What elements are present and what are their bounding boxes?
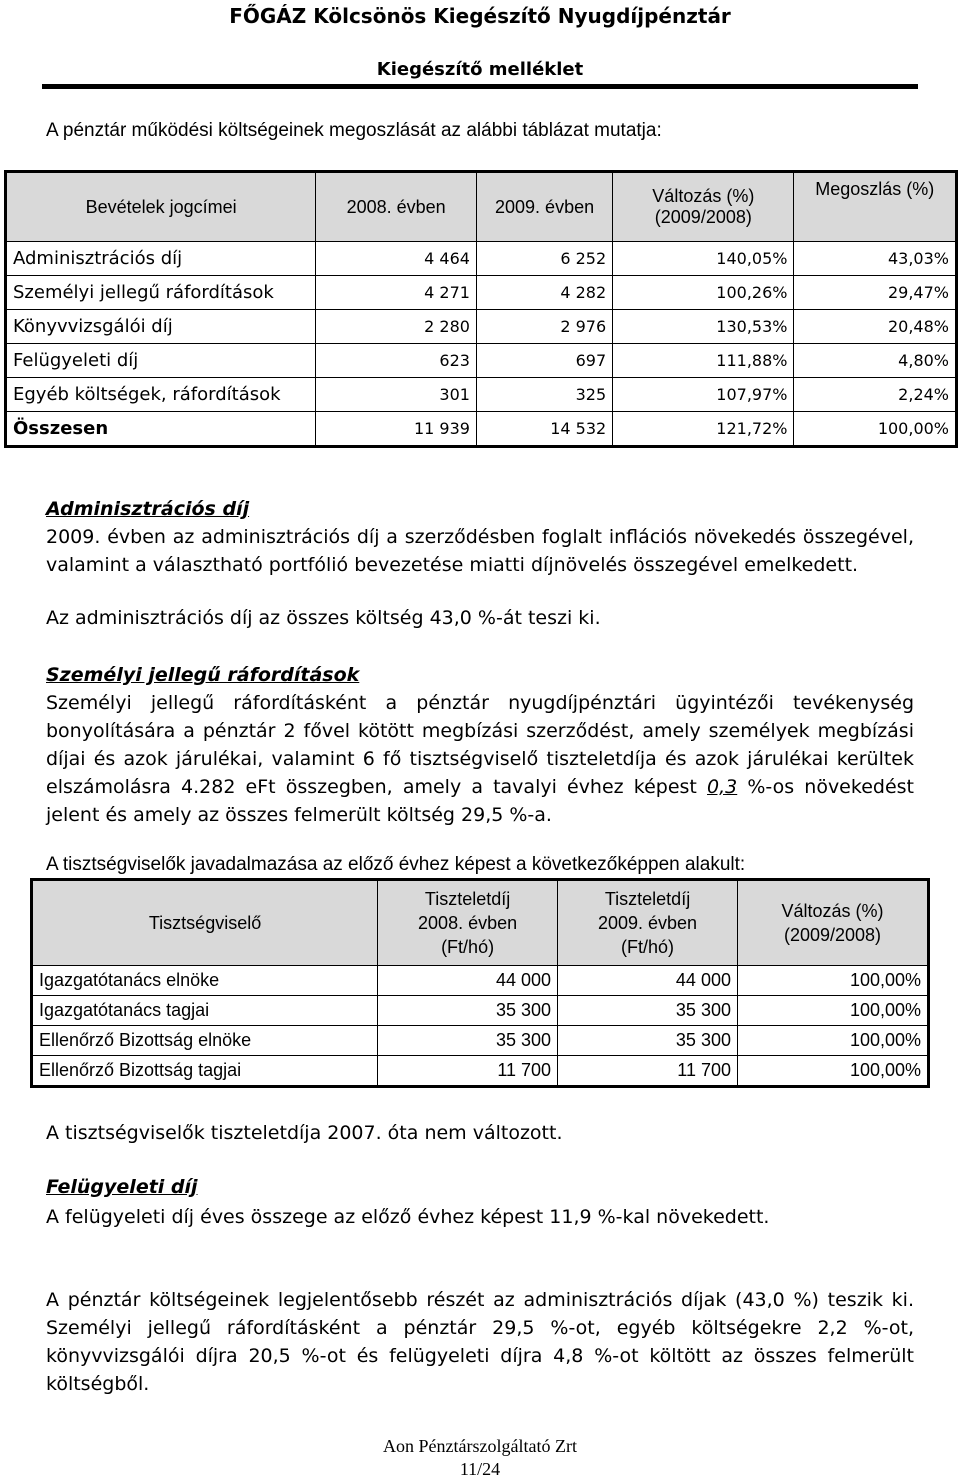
value-2008: 4 464 [316, 242, 477, 276]
footer-page-number: 11/24 [459, 1459, 501, 1479]
officers-intro: A tisztségviselők javadalmazása az előző évhez képest a következőképpen alakult: [46, 854, 746, 875]
value-distribution: 4,80% [794, 344, 956, 378]
header-rule [42, 84, 918, 89]
value-2009: 4 282 [476, 276, 612, 310]
header-fee-2009 [558, 881, 738, 966]
value-change: 121,72% [613, 412, 794, 446]
personal-growth-value: 0,3 [707, 776, 738, 798]
admin-share-text: Az adminisztrációs díj az összes költség 43,0 %-át teszi ki. [46, 607, 601, 629]
header-change [613, 173, 794, 242]
fee-change: 100,00% [737, 1056, 927, 1086]
header-fee-2009-line3: (Ft/hó) [621, 937, 675, 957]
table-row [7, 378, 956, 412]
header-2009: 2009. évben [476, 173, 612, 242]
value-distribution: 2,24% [794, 378, 956, 412]
fee-2009: 11 700 [558, 1056, 738, 1086]
header-fee-2009-line1: Tiszteletdíj [604, 889, 691, 909]
footer-company: Aon Pénztárszolgáltató Zrt [383, 1436, 577, 1456]
value-2009: 697 [476, 344, 612, 378]
intro-text: A pénztár működési költségeinek megoszlását az alábbi táblázat mutatja: [46, 120, 662, 141]
fee-2009: 35 300 [558, 996, 738, 1026]
header-fee-change-line2: (2009/2008) [783, 925, 882, 945]
table-row [33, 966, 928, 996]
officer-name: Ellenőrző Bizottság tagjai [33, 1056, 378, 1086]
officers-note: A tisztségviselők tiszteletdíja 2007. óta nem változott. [46, 1122, 563, 1144]
officers-table [32, 880, 928, 1086]
table-row [7, 310, 956, 344]
row-label: Könyvvizsgálói díj [7, 310, 316, 344]
section-heading-admin: Adminisztrációs díj [46, 498, 250, 520]
fee-2008: 35 300 [378, 1026, 558, 1056]
admin-paragraph: 2009. évben az adminisztrációs díj a szerződésben foglalt inflációs növekedés összegével, valamint a választható portfólió bevezetése miatti díjnövelés összegével emelkedett. [46, 526, 914, 576]
value-2008: 2 280 [316, 310, 477, 344]
header-fee-2009-line2: 2009. évben [597, 913, 698, 933]
value-2009: 6 252 [476, 242, 612, 276]
header-change-line1: Változás (%) [652, 186, 755, 206]
supervision-text: A felügyeleti díj éves összege az előző évhez képest 11,9 %-kal növekedett. [46, 1206, 770, 1228]
officer-name: Ellenőrző Bizottság elnöke [33, 1026, 378, 1056]
personal-text-b: %-os növekedést jelent és amely az összes felmerült költség 29,5 %-a. [46, 776, 914, 826]
fee-2009: 44 000 [558, 966, 738, 996]
value-change: 111,88% [613, 344, 794, 378]
fee-change: 100,00% [737, 1026, 927, 1056]
header-fee-2008-line1: Tiszteletdíj [424, 889, 511, 909]
table-row [7, 276, 956, 310]
table-row [33, 1026, 928, 1056]
document-subtitle: Kiegészítő melléklet [376, 59, 584, 80]
header-fee-change-line1: Változás (%) [781, 901, 884, 921]
header-fee-2008-line3: (Ft/hó) [441, 937, 495, 957]
value-2008: 11 939 [316, 412, 477, 446]
value-distribution: 29,47% [794, 276, 956, 310]
fee-change: 100,00% [737, 996, 927, 1026]
table-row [7, 242, 956, 276]
row-label: Felügyeleti díj [7, 344, 316, 378]
value-distribution: 100,00% [794, 412, 956, 446]
row-label: Egyéb költségek, ráfordítások [7, 378, 316, 412]
section-heading-personal: Személyi jellegű ráfordítások [46, 664, 360, 686]
table-row-total [7, 412, 956, 446]
value-distribution: 20,48% [794, 310, 956, 344]
fee-2008: 44 000 [378, 966, 558, 996]
table-row [33, 996, 928, 1026]
value-distribution: 43,03% [794, 242, 956, 276]
fee-2008: 35 300 [378, 996, 558, 1026]
row-label: Összesen [7, 412, 316, 446]
fee-2008: 11 700 [378, 1056, 558, 1086]
officer-name: Igazgatótanács tagjai [33, 996, 378, 1026]
value-change: 140,05% [613, 242, 794, 276]
cost-table-header [7, 173, 956, 242]
officer-name: Igazgatótanács elnöke [33, 966, 378, 996]
row-label: Adminisztrációs díj [7, 242, 316, 276]
header-distribution: Megoszlás (%) [794, 173, 956, 242]
table-row [7, 344, 956, 378]
value-2009: 2 976 [476, 310, 612, 344]
section-heading-supervision: Felügyeleti díj [46, 1176, 198, 1198]
header-2008: 2008. évben [316, 173, 477, 242]
personal-paragraph [46, 689, 914, 829]
header-fee-2008 [378, 881, 558, 966]
fee-change: 100,00% [737, 966, 927, 996]
header-fee-2008-line2: 2008. évben [418, 913, 518, 933]
cost-table [6, 172, 956, 446]
value-change: 107,97% [613, 378, 794, 412]
value-change: 100,26% [613, 276, 794, 310]
document-title: FŐGÁZ Kölcsönös Kiegészítő Nyugdíjpénztár [229, 4, 731, 28]
table-row [33, 1056, 928, 1086]
personal-text-a: Személyi jellegű ráfordításként a pénztár nyugdíjpénztári ügyintézői tevékenység bonyolítására a pénztár 2 fővel kötött megbízási szerződést, amely személyek megbízási díjai és azok járulékai, valamint 6 fő tisztségviselő tiszteletdíja és azok járulékai kerültek elszámolásra 4.282 eFt összegben, amely a tavalyi évhez képest [46, 692, 914, 798]
value-2008: 4 271 [316, 276, 477, 310]
header-officer: Tisztségviselő [33, 881, 378, 966]
header-fee-change [737, 881, 927, 966]
officers-table-header [33, 881, 928, 966]
value-2009: 325 [476, 378, 612, 412]
header-change-line2: (2009/2008) [654, 207, 752, 227]
row-label: Személyi jellegű ráfordítások [7, 276, 316, 310]
header-revenue-titles: Bevételek jogcímei [7, 173, 316, 242]
value-change: 130,53% [613, 310, 794, 344]
summary-paragraph: A pénztár költségeinek legjelentősebb részét az adminisztrációs díjak (43,0 %) teszik ki. Személyi jellegű ráfordításként a pénztár 29,5 %-ot, egyéb költségekre 2,2 %-ot, könyvvizsgálói díjra 20,5 %-ot és felügyeleti díjra 4,8 %-ot költött az összes felmerült költségből. [46, 1289, 914, 1395]
value-2009: 14 532 [476, 412, 612, 446]
value-2008: 623 [316, 344, 477, 378]
value-2008: 301 [316, 378, 477, 412]
fee-2009: 35 300 [558, 1026, 738, 1056]
